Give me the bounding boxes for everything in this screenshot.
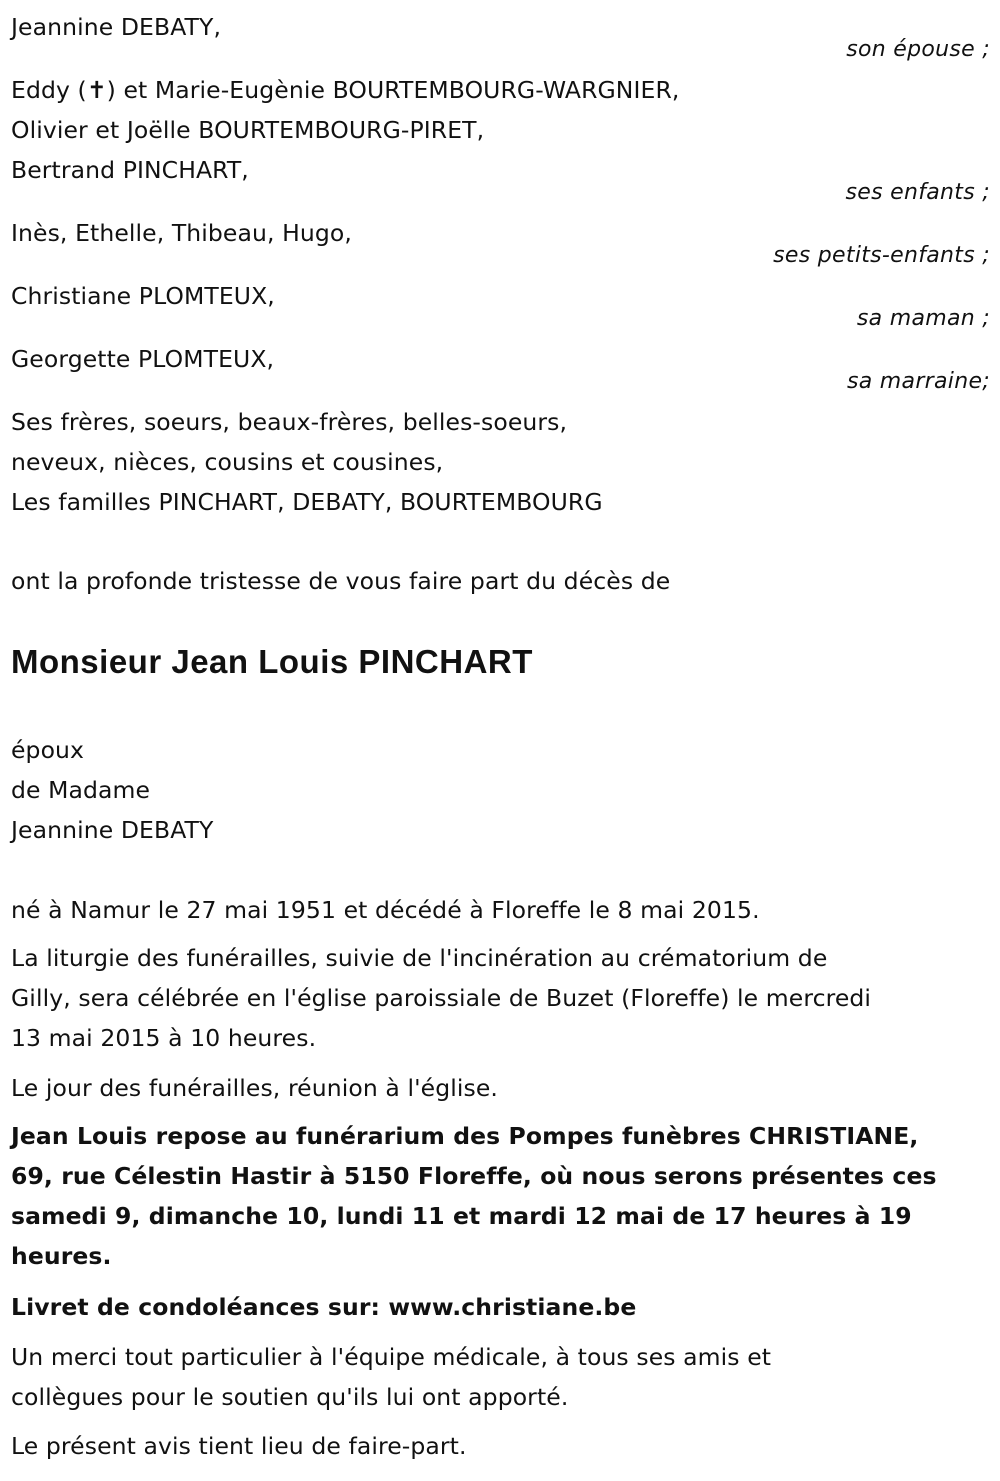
- relation-label: son épouse ;: [846, 37, 990, 62]
- family-member-line: Christiane PLOMTEUX,: [11, 282, 275, 310]
- relation-label: ses petits-enfants ;: [773, 243, 990, 268]
- funerarium-line: 69, rue Célestin Hastir à 5150 Floreffe, où nous serons présentes ces: [11, 1162, 937, 1190]
- funerarium-line: samedi 9, dimanche 10, lundi 11 et mardi 12 mai de 17 heures à 19: [11, 1202, 912, 1230]
- condolences-line: [11, 1292, 636, 1322]
- birth-death-dates: né à Namur le 27 mai 1951 et décédé à Floreffe le 8 mai 2015.: [11, 896, 760, 924]
- deceased-name: Monsieur Jean Louis PINCHART: [11, 643, 533, 680]
- meeting-text: Le jour des funérailles, réunion à l'église.: [11, 1074, 498, 1102]
- family-member-line: Georgette PLOMTEUX,: [11, 345, 275, 373]
- announcement-text: ont la profonde tristesse de vous faire part du décès de: [11, 567, 671, 595]
- relation-label: sa marraine;: [846, 369, 990, 394]
- family-member-line: neveux, nièces, cousins et cousines,: [11, 448, 444, 476]
- spouse-line: de Madame: [11, 776, 151, 804]
- family-member-line: Ses frères, soeurs, beaux-frères, belles-soeurs,: [11, 408, 568, 436]
- family-member-line: Olivier et Joëlle BOURTEMBOURG-PIRET,: [11, 116, 485, 144]
- funerarium-line: heures.: [11, 1242, 112, 1270]
- liturgy-line: Gilly, sera célébrée en l'église paroissiale de Buzet (Floreffe) le mercredi: [11, 984, 872, 1012]
- family-member-line: Bertrand PINCHART,: [11, 156, 249, 184]
- condolences-label: Livret de condoléances sur:: [11, 1293, 389, 1321]
- family-member-line: Les familles PINCHART, DEBATY, BOURTEMBOURG: [11, 488, 603, 516]
- thanks-line: collègues pour le soutien qu'ils lui ont apporté.: [11, 1383, 569, 1411]
- spouse-line: Jeannine DEBATY: [11, 816, 214, 844]
- family-member-line: Inès, Ethelle, Thibeau, Hugo,: [11, 219, 352, 247]
- family-member-line: Jeannine DEBATY,: [11, 13, 222, 41]
- family-member-line: Eddy (✝) et Marie-Eugènie BOURTEMBOURG-WARGNIER,: [11, 76, 680, 104]
- closing-text: Le présent avis tient lieu de faire-part.: [11, 1432, 467, 1460]
- funerarium-line: Jean Louis repose au funérarium des Pompes funèbres CHRISTIANE,: [11, 1122, 919, 1150]
- liturgy-line: 13 mai 2015 à 10 heures.: [11, 1024, 317, 1052]
- condolences-link[interactable]: www.christiane.be: [388, 1293, 637, 1321]
- thanks-line: Un merci tout particulier à l'équipe médicale, à tous ses amis et: [11, 1343, 772, 1371]
- relation-label: ses enfants ;: [845, 180, 990, 205]
- spouse-line: époux: [11, 736, 85, 764]
- relation-label: sa maman ;: [856, 306, 990, 331]
- liturgy-line: La liturgie des funérailles, suivie de l'incinération au crématorium de: [11, 944, 828, 972]
